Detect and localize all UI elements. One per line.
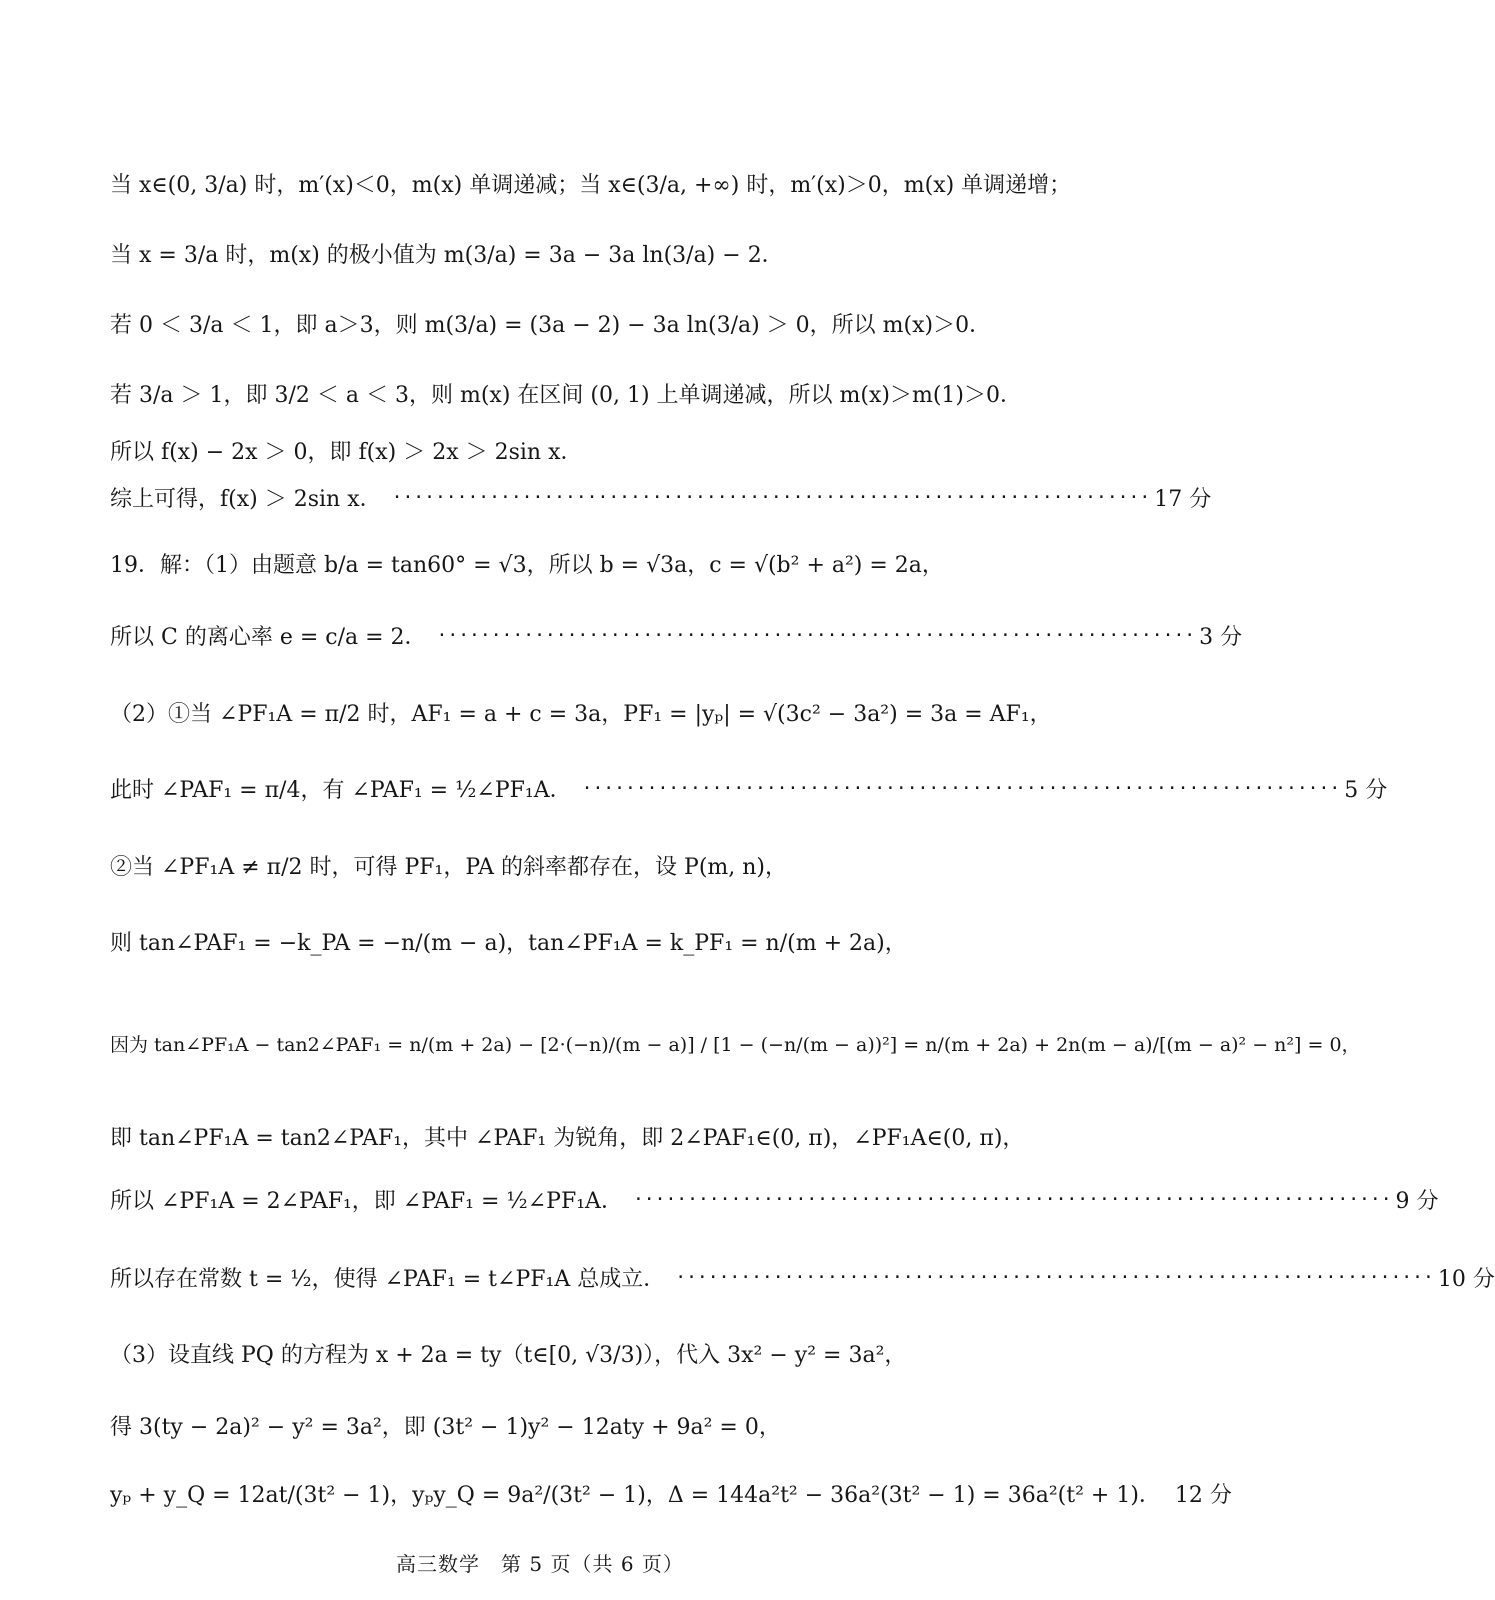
- line-2: [110, 238, 990, 269]
- line-text: 则 tan∠PAF₁ = −k_PA = −n/(m − a)，tan∠PF₁A = k_PF₁ = n/(m + 2a)，: [110, 931, 907, 956]
- line-text: ②当 ∠PF₁A ≠ π/2 时，可得 PF₁，PA 的斜率都存在，设 P(m, n)，: [110, 855, 788, 880]
- line-text: 当 x = 3/a 时，m(x) 的极小值为 m(3/a) = 3a − 3a ln(3/a) − 2．: [110, 243, 784, 268]
- line-5: [110, 435, 990, 466]
- line-text: 所以存在常数 t = ½，使得 ∠PAF₁ = t∠PF₁A 总成立．: [110, 1267, 666, 1292]
- line-text: 所以 ∠PF₁A = 2∠PAF₁，即 ∠PAF₁ = ½∠PF₁A．: [110, 1189, 623, 1214]
- line-text: 即 tan∠PF₁A = tan2∠PAF₁，其中 ∠PAF₁ 为锐角，即 2∠PAF₁∈(0, π)，∠PF₁A∈(0, π)，: [110, 1126, 1025, 1151]
- score-label: 5 分: [1344, 778, 1388, 803]
- line-text: （3）设直线 PQ 的方程为 x + 2a = ty（t∈[0, √3/3)），代入 3x² − y² = 3a²，: [110, 1343, 907, 1368]
- line-17: [110, 1338, 990, 1369]
- score-label: 17 分: [1154, 487, 1212, 512]
- line-7: [110, 548, 990, 579]
- line-13: [110, 1030, 1361, 1057]
- leader-dots: ······································································: [675, 1267, 1434, 1288]
- line-text: 当 x∈(0, 3/a) 时，m′(x)＜0，m(x) 单调递减；当 x∈(3/a, +∞) 时，m′(x)＞0，m(x) 单调递增；: [110, 173, 1072, 198]
- line-text: 所以 f(x) − 2x ＞ 0，即 f(x) ＞ 2x ＞ 2sin x．: [110, 440, 583, 465]
- line-15: [110, 1184, 1439, 1215]
- line-text: 若 0 ＜ 3/a ＜ 1，即 a＞3，则 m(3/a) = (3a − 2) − 3a ln(3/a) ＞ 0，所以 m(x)＞0．: [110, 313, 992, 338]
- leader-dots: ······································································: [632, 1189, 1392, 1210]
- line-3: [110, 308, 990, 339]
- score-label: 3 分: [1199, 625, 1243, 650]
- line-text: 因为 tan∠PF₁A − tan2∠PAF₁ = n/(m + 2a) − [2·(−n)/(m − a)] / [1 − (−n/(m − a))²] = n/(m + 2a) + 2n(m − a)/[(m − a)² − n²] = 0，: [110, 1034, 1361, 1056]
- line-8: [110, 620, 1243, 651]
- line-14: [110, 1121, 1025, 1152]
- line-text: 此时 ∠PAF₁ = π/4，有 ∠PAF₁ = ½∠PF₁A．: [110, 778, 572, 803]
- leader-dots: ······································································: [391, 487, 1151, 508]
- line-16: [110, 1262, 1495, 1293]
- line-text: 综上可得，f(x) ＞ 2sin x．: [110, 487, 382, 512]
- line-9: [110, 697, 1052, 728]
- line-text: 得 3(ty − 2a)² − y² = 3a²，即 (3t² − 1)y² − 12aty + 9a² = 0，: [110, 1415, 781, 1440]
- line-text: （2）①当 ∠PF₁A = π/2 时，AF₁ = a + c = 3a，PF₁ = |yₚ| = √(3c² − 3a²) = 3a = AF₁，: [110, 702, 1052, 727]
- leader-dots: ······································································: [581, 778, 1341, 799]
- line-10: [110, 773, 1388, 804]
- score-label: 10 分: [1437, 1267, 1495, 1292]
- line-18: [110, 1410, 990, 1441]
- page-footer: 高三数学 第 5 页（共 6 页）: [396, 1552, 684, 1576]
- line-4: [110, 378, 1022, 409]
- line-text: 19．解：（1）由题意 b/a = tan60° = √3，所以 b = √3a，c = √(b² + a²) = 2a，: [110, 553, 944, 578]
- line-11: [110, 850, 990, 881]
- line-19: [110, 1478, 1232, 1509]
- leader-dots: ······································································: [436, 625, 1196, 646]
- line-text: 若 3/a ＞ 1，即 3/2 ＜ a ＜ 3，则 m(x) 在区间 (0, 1) 上单调递减，所以 m(x)＞m(1)＞0．: [110, 383, 1022, 408]
- line-12: [110, 926, 990, 957]
- line-1: [110, 168, 1072, 199]
- score-label: 9 分: [1395, 1189, 1439, 1214]
- score-label: 12 分: [1174, 1483, 1232, 1508]
- line-6: [110, 482, 1212, 513]
- line-text: yₚ + y_Q = 12at/(3t² − 1)，yₚy_Q = 9a²/(3t² − 1)，Δ = 144a²t² − 36a²(3t² − 1) = 36a²(t² + 1)．: [110, 1483, 1161, 1508]
- line-text: 所以 C 的离心率 e = c/a = 2．: [110, 625, 427, 650]
